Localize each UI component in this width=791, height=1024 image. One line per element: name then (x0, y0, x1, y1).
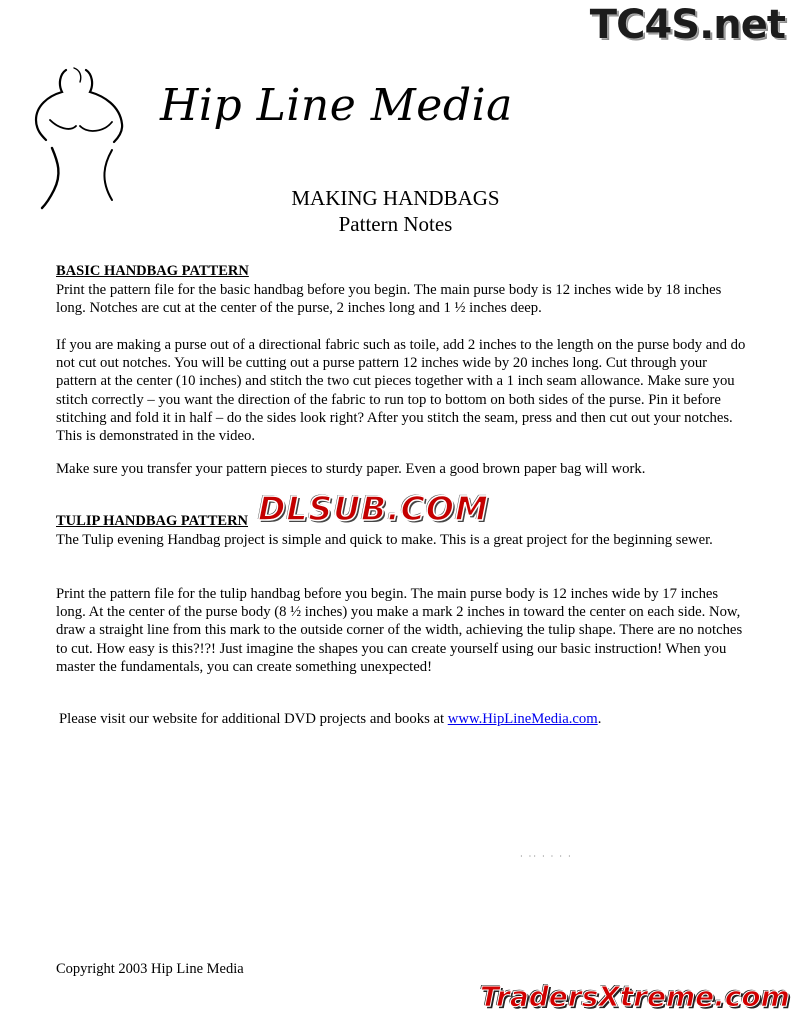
section-heading-tulip: TULIP HANDBAG PATTERN (56, 513, 249, 529)
website-link[interactable]: www.HipLineMedia.com (447, 711, 598, 727)
website-note (59, 710, 749, 728)
website-note-end: . (597, 711, 602, 727)
document-subtitle: Pattern Notes (338, 212, 453, 236)
paragraph-basic-1: Print the pattern file for the basic handbag before you begin. The main purse body is 12 inches wide by 18 inches long. Notches are cut at the center of the purse, 2 inches long and 1 ½ inches deep. (56, 282, 722, 317)
paragraph-basic-3: Make sure you transfer your pattern pieces to sturdy paper. Even a good brown paper bag will work. (56, 461, 646, 477)
paragraph-basic-2: If you are making a purse out of a directional fabric such as toile, add 2 inches to the length on the purse body and do not cut out notches. You will be cutting out a purse pattern 12 inches wide by 20 inches long. Cut through your pattern at the center (10 inches) and stitch the two cut pieces together with a 1 inch seam allowance. Make sure you stitch correctly – you want the direction of the fabric to run top to bottom on both sides of the purse. Pin it before stitching and fold it in half – do the sides look right? After you stitch the seam, press and then cut out your notches. This is demonstrated in the video. (56, 337, 746, 445)
watermark-top-right: TC4S.net (589, 2, 785, 48)
paragraph-tulip-1: The Tulip evening Handbag project is simple and quick to make. This is a great project for the beginning sewer. (56, 532, 713, 548)
website-note-text: Please visit our website for additional DVD projects and books at (59, 711, 448, 727)
paragraph-tulip-2: Print the pattern file for the tulip handbag before you begin. The main purse body is 12 inches wide by 17 inches long. At the center of the purse body (8 ½ inches) you make a mark 2 inches in toward the center on each side. Now, draw a straight line from this mark to the outside corner of the width, achieving the tulip shape. There are no notches to cut. How easy is this?!?! Just imagine the shapes you can create yourself using our basic instruction! When you master the fundamentals, you can create something unexpected! (56, 586, 743, 675)
scan-specks: · ·· · · · · (520, 852, 573, 861)
document-title: MAKING HANDBAGS (291, 186, 500, 210)
watermark-middle: DLSUB.COM (258, 489, 489, 528)
brand-name: Hip Line Media (160, 80, 513, 131)
watermark-bottom-right: TradersXtreme.com (480, 980, 790, 1013)
section-heading-basic: BASIC HANDBAG PATTERN (56, 263, 249, 279)
copyright: Copyright 2003 Hip Line Media (56, 961, 244, 977)
